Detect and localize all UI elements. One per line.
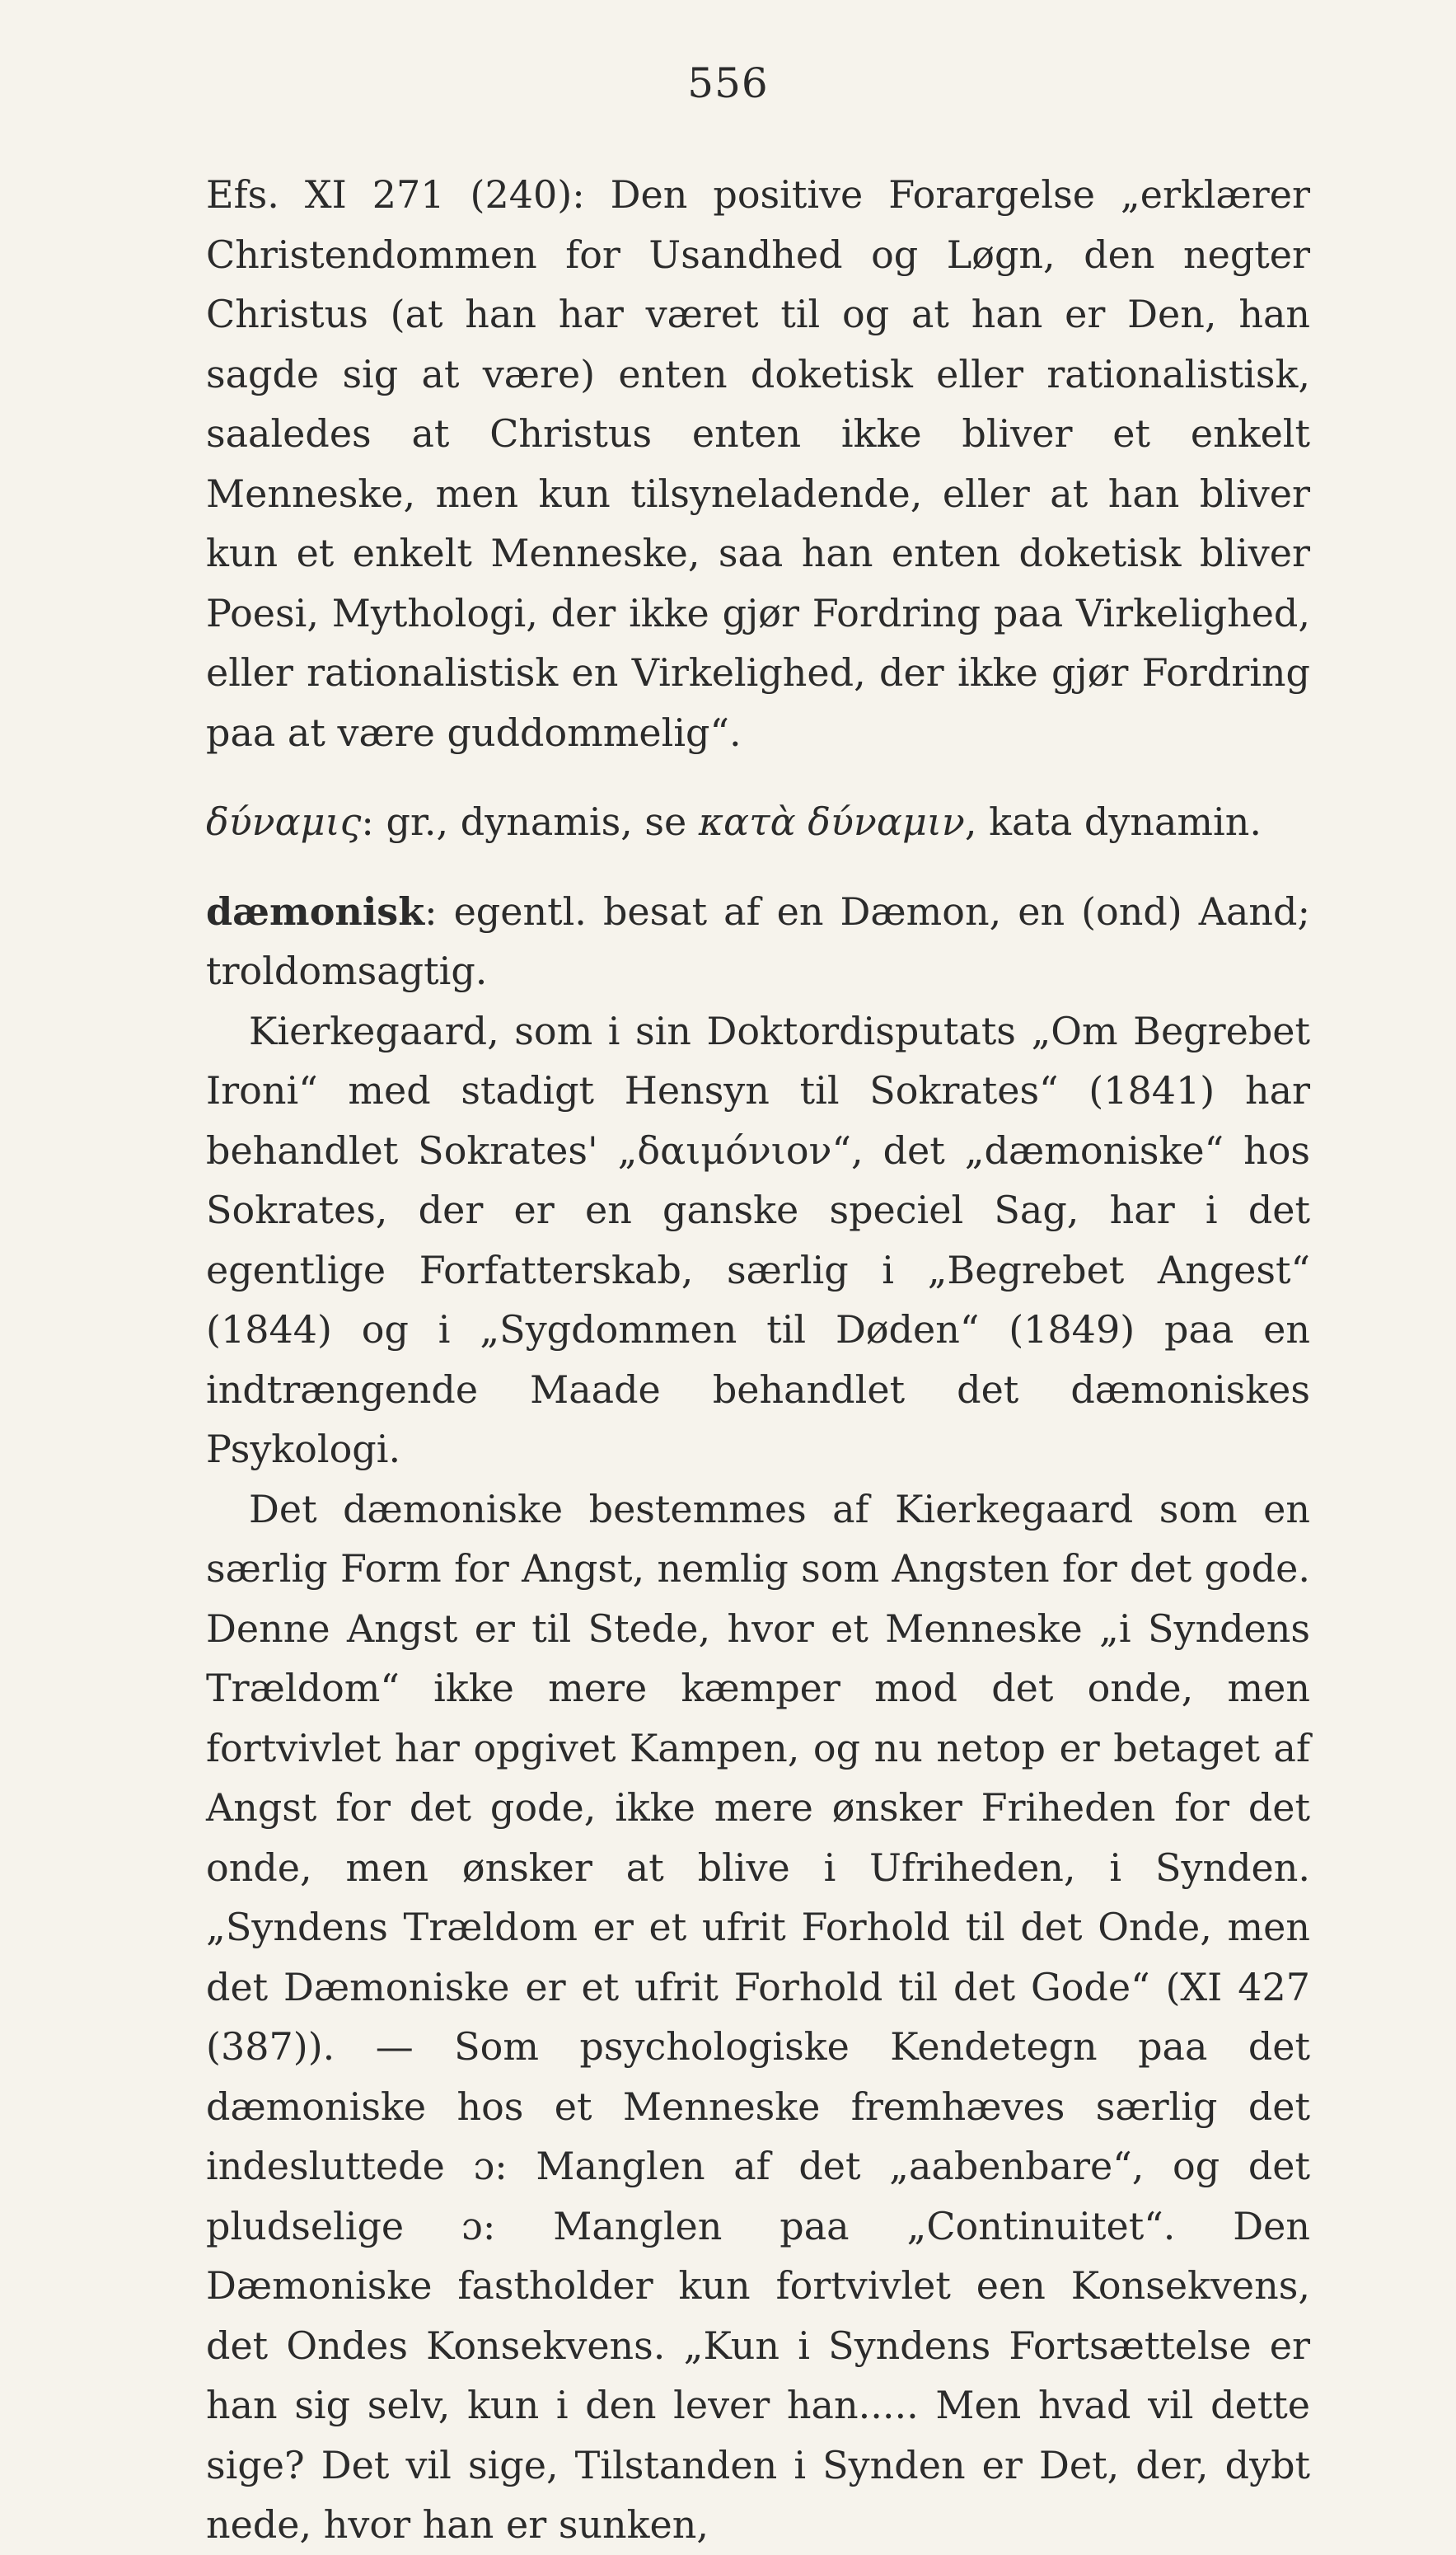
entry-dynamis	[206, 792, 1310, 852]
entry-definition: : egentl. besat af en Dæmon, en (ond) Aand; troldomsagtig.	[206, 888, 1310, 993]
paragraph-det-daemoniske: Det dæmoniske bestemmes af Kierkegaard som en særlig Form for Angst, nemlig som Angsten for det gode. Denne Angst er til Stede, hvor et Menneske „i Syndens Trældom“ ikke mere kæmper mod det onde, men fortvivlet har opgivet Kampen, og nu netop er betaget af Angst for det gode, ikke mere ønsker Friheden for det onde, men ønsker at blive i Ufriheden, i Synden. „Syndens Trældom er et ufrit Forhold til det Onde, men det Dæmoniske er et ufrit Forhold til det Gode“ (XI 427 (387)). — Som psychologiske Kendetegn paa det dæmoniske hos et Menneske fremhæves særlig det indesluttede ɔ: Manglen af det „aabenbare“, og det pludselige ɔ: Manglen paa „Continuitet“. Den Dæmoniske fastholder kun fortvivlet een Konsekvens, det Ondes Konsekvens. „Kun i Syndens Fortsættelse er han sig selv, kun i den lever han..... Men hvad vil dette sige? Det vil sige, Tilstanden i Synden er Det, der, dybt nede, hvor han er sunken,	[206, 1486, 1310, 2547]
paragraph-kierkegaard: Kierkegaard, som i sin Doktordisputats „Om Begrebet Ironi“ med stadigt Hensyn til Sokrates“ (1841) har behandlet Sokrates' „δαιμόνιον“, det „dæmoniske“ hos Sokrates, der er en ganske speciel Sag, har i det egentlige Forfatterskab, særlig i „Begrebet Angest“ (1844) og i „Sygdommen til Døden“ (1849) paa en indtrængende Maade behandlet det dæmoniskes Psykologi.	[206, 1008, 1310, 1471]
page-body	[206, 165, 1310, 2555]
paragraph-efterskrift-quote: Efs. XI 271 (240): Den positive Forargelse „erklærer Christendommen for Usandhed og Løgn, den negter Christus (at han har været til og at han er Den, han sagde sig at være) enten doketisk eller rationalistisk, saaledes at Christus enten ikke bliver et enkelt Menneske, men kun tilsyneladende, eller at han bliver kun et enkelt Menneske, saa han enten doketisk bliver Poesi, Mythologi, der ikke gjør Fordring paa Virkelighed, eller rationalistisk en Virkelighed, der ikke gjør Fordring paa at være guddommelig“.	[206, 172, 1310, 755]
greek-headword: δύναμις	[206, 799, 362, 844]
entry-text: : gr., dynamis, se	[361, 799, 699, 844]
entry-text-tail: , kata dynamin.	[964, 799, 1262, 844]
entry-daemonisk	[206, 882, 1310, 1001]
greek-cross-reference: κατὰ δύναμιν	[698, 799, 965, 844]
page-number: 556	[687, 59, 769, 107]
headword: dæmonisk	[206, 888, 425, 934]
